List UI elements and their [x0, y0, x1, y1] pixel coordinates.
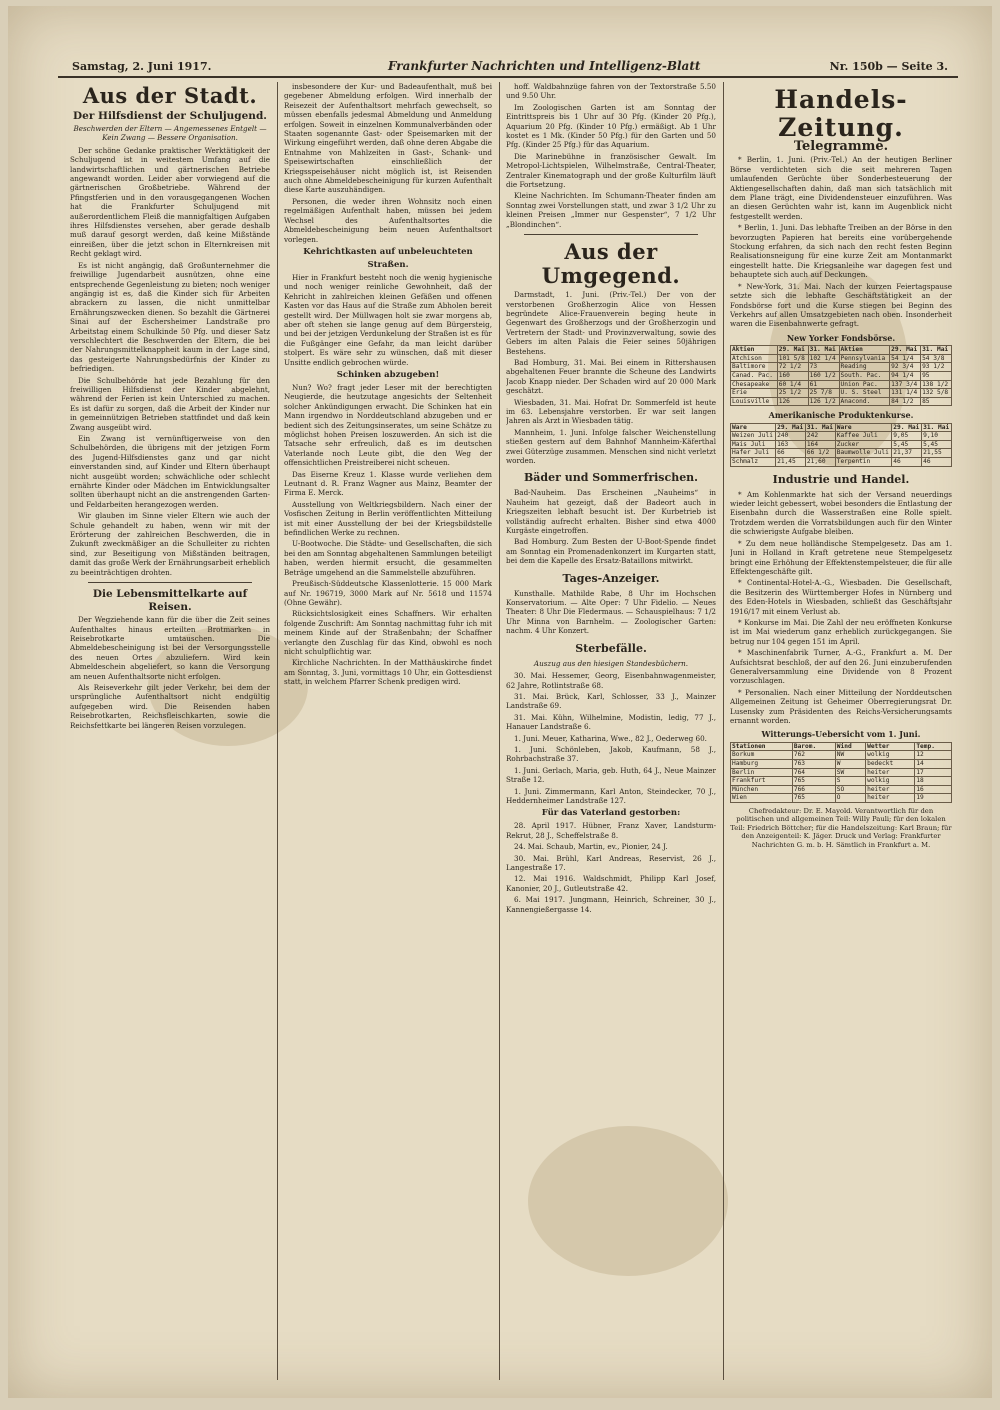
table-cell: Hamburg — [731, 760, 793, 769]
masthead — [58, 58, 958, 78]
table-cell: Mais Juli — [731, 440, 776, 449]
table-cell: 126 — [777, 397, 808, 406]
table-cell: Anacond. — [839, 397, 890, 406]
paragraph: * Konkurse im Mai. Die Zahl der neu eröffneten Konkurse ist im Mai wiederum ganz erheblich zurückgegangen. Sie betrug nur 104 gegen 151 im April. — [730, 617, 952, 646]
table-heading: New Yorker Fondsbörse. — [786, 332, 896, 343]
table-cell: 164 — [805, 440, 835, 449]
death-entry: 31. Mai. Brück, Karl, Schlosser, 33 J., Mainzer Landstraße 69. — [506, 691, 716, 711]
table-header: Ware — [731, 423, 776, 432]
table-cell: 9,05 — [892, 432, 922, 441]
table-cell: Zucker — [835, 440, 892, 449]
paragraph: * New-York, 31. Mai. Nach der kurzen Feiertagspause setzte sich die lebhafte Geschäftstätigkeit an der Fondsbörse fort und die Kurse stiegen bei Beginn des Verkehrs auf allen Umsatzgebieten nach oben. Insonderheit waren die Eisenbahnwerte gefragt. — [730, 281, 952, 329]
table-cell: 160 1/2 — [808, 371, 839, 380]
article-heading: Die Lebensmittelkarte auf Reisen. — [92, 588, 248, 614]
article-heading: Bäder und Sommerfrischen. — [523, 471, 699, 485]
table-row — [731, 440, 952, 449]
table-row — [731, 389, 952, 398]
table-row — [731, 449, 952, 458]
column-4 — [730, 82, 952, 1382]
table-cell: Union Pac. — [839, 380, 890, 389]
paragraph: Die Marinebühne in französischer Gewalt. Im Metropol-Lichtspielen, Wilhelmstraße, Central-Theater, Zentraler Kinematograph und der große Kulturfilm läuft die Fortsetzung. — [506, 151, 716, 190]
table-header: 29. Mai — [776, 423, 806, 432]
stock-table — [730, 345, 952, 406]
article-subline: Beschwerden der Eltern — Angemessenes Entgelt — Kein Zwang — Bessere Organisation. — [73, 124, 267, 143]
table-cell: 60 1/4 — [777, 380, 808, 389]
table-header: Barom. — [792, 742, 835, 751]
table-cell: 242 — [805, 432, 835, 441]
table-cell: heiter — [866, 785, 915, 794]
article-heading: Kehrichtkasten auf unbeleuchteten Straßen. — [303, 246, 473, 270]
table-cell: 102 1/4 — [808, 354, 839, 363]
paragraph: Rücksichtslosigkeit eines Schaffners. Wir erhalten folgende Zuschrift: Am Sonntag nachmittag fuhr ich mit meinem Kinde auf der Straßenbahn; der Schaffner verlangte den Zuschlag für das Kind, obwohl es noch nicht schulpflichtig war. — [284, 609, 492, 656]
paragraph: * Berlin, 1. Juni. (Priv.-Tel.) An der heutigen Berliner Börse verdichteten sich die seit mehreren Tagen umlaufenden Gerüchte über Sonderbesteuerung der Aktiengesellschaften dahin, daß man sich tatsächlich mit dem Plane trägt, eine Dividendensteuer einzuführen. Was an diesen Gerüchten wahr ist, kann im Augenblick nicht festgestellt werden. — [730, 155, 952, 221]
table-cell: 19 — [915, 794, 952, 803]
table-heading: Amerikanische Produktenkurse. — [768, 410, 914, 421]
table-cell: heiter — [866, 794, 915, 803]
section-heading: Aus der Umgegend. — [541, 239, 681, 289]
paragraph: * Maschinenfabrik Turner, A.-G., Frankfurt a. M. Der Aufsichtsrat beschloß, der auf den 26. Juni einzuberufenden Generalversammlung eine Dividende von 8 Prozent vorzuschlagen. — [730, 648, 952, 686]
table-cell: 764 — [792, 768, 835, 777]
table-cell: 21,45 — [776, 458, 806, 467]
table-cell: heiter — [866, 768, 915, 777]
paragraph: Der schöne Gedanke praktischer Werktätigkeit der Schuljugend ist in weitestem Umfang auf die landwirtschaftlichen und gärtnerischen Betriebe angewandt worden. Leider aber vorwiegend auf die gärtnerischen Großbetriebe. Während der Pfingstferien und in den vorausgegangenen Wochen hat die Frankfurter Schuljugend mit außerordentlichem Fleiß die mannigfaltigen Aufgaben ihres Hilfsdienstes versehen, aber gerade deshalb muß darauf gesorgt werden, daß keine Mißstände einreißen, über die jetzt schon in Elternkreisen mit Recht geklagt wird. — [70, 145, 270, 259]
table-cell: 21,55 — [922, 449, 952, 458]
table-cell: wolkig — [866, 777, 915, 786]
death-entry: 1. Juni. Zimmermann, Karl Anton, Steindecker, 70 J., Heddernheimer Landstraße 127. — [506, 786, 716, 805]
table-cell: Pennsylvania — [839, 354, 890, 363]
paragraph: U-Bootwoche. Die Städte- und Gesellschaften, die sich bei den am Sonntag abgehaltenen Sammlungen beteiligt haben, werden hiermit ersucht, die gesammelten Beträge umgehend an die Sammelstelle abzuführen. — [284, 539, 492, 577]
table-row — [731, 432, 952, 441]
table-cell: 21,37 — [892, 449, 922, 458]
table-header-row — [731, 346, 952, 355]
table-cell: 94 1/4 — [890, 371, 921, 380]
column-1 — [70, 82, 270, 1382]
table-row — [731, 371, 952, 380]
table-cell: München — [731, 785, 793, 794]
paragraph: Mannheim, 1. Juni. Infolge falscher Weichenstellung stießen gestern auf dem Bahnhof Mannheim-Käferthal zwei Güterzüge zusammen. Menschen sind nicht verletzt worden. — [506, 427, 716, 465]
column-rule — [723, 82, 724, 1380]
table-cell: 21,60 — [805, 458, 835, 467]
paragraph: * Continental-Hotel-A.-G., Wiesbaden. Die Gesellschaft, die Besitzerin des Württemberger Hofes in Nürnberg und des Eden-Hotels in Wiesbaden, schließt das Geschäftsjahr 1916/17 mit einem Verlust ab. — [730, 578, 952, 616]
paragraph: Kleine Nachrichten. Im Schumann-Theater finden am Sonntag zwei Vorstellungen statt, und zwar 3 1/2 Uhr zu kleinen Preisen „Immer nur Gespenster“, 7 1/2 Uhr „Blondinchen“. — [506, 191, 716, 229]
table-row — [731, 397, 952, 406]
table-cell: NW — [835, 751, 865, 760]
table-header: 31. Mai — [922, 423, 952, 432]
table-header: Aktien — [731, 346, 778, 355]
table-cell: 762 — [792, 751, 835, 760]
table-cell: 61 — [808, 380, 839, 389]
paragraph: Wir glauben im Sinne vieler Eltern wie auch der Schule gehandelt zu haben, wenn wir mit der Erörterung der zahlreichen Beschwerden, die in Zukunft zweckmäßiger an die Schulleiter zu richten sind, zur Beseitigung von Mißständen beitragen, damit das große Werk der Ernährungsarbeit erheblich zu beeinträchtigen drohten. — [70, 511, 270, 577]
table-cell: Atchison — [731, 354, 778, 363]
table-cell: Baumwolle Juli — [835, 449, 892, 458]
table-cell: 765 — [792, 777, 835, 786]
newspaper-title: Frankfurter Nachrichten und Intelligenz-Blatt — [388, 59, 701, 73]
table-header: Temp. — [915, 742, 952, 751]
article-heading: Telegramme. — [793, 139, 889, 154]
article-heading: Der Hilfsdienst der Schuljugend. — [73, 110, 267, 122]
newspaper-page — [8, 6, 992, 1398]
table-row — [731, 785, 952, 794]
paragraph: * Personalien. Nach einer Mitteilung der Norddeutschen Allgemeinen Zeitung ist Geheimer Oberregierungsrat Dr. Lusensky zum Präsidenten des Reichs-Versicherungsamts ernannt worden. — [730, 687, 952, 725]
paragraph: * Zu dem neue holländische Stempelgesetz. Das am 1. Juni in Holland in Kraft getretene neue Stempelgesetz bringt eine Erhöhung der Effektenstempelsteuer, die für alle Effektengeschäfte gilt. — [730, 538, 952, 576]
paragraph: Kunsthalle. Mathilde Rabe, 8 Uhr im Hochschen Konservatorium. — Alte Oper: 7 Uhr Fidelio. — Neues Theater: 8 Uhr Die Fledermaus. — Schauspielhaus: 7 1/2 Uhr Minna von Barnhelm. — Zoologischer Garten: nachm. 4 Uhr Konzert. — [506, 588, 716, 636]
table-cell: 46 — [922, 458, 952, 467]
table-cell: 5,45 — [922, 440, 952, 449]
article-heading: Tages-Anzeiger. — [562, 571, 660, 585]
death-entry: 1. Juni. Schönleben, Jakob, Kaufmann, 58 J., Rohrbachstraße 37. — [506, 744, 716, 764]
table-cell: O — [835, 794, 865, 803]
paragraph: Darmstadt, 1. Juni. (Priv.-Tel.) Der von der verstorbenen Großherzogin Alice von Hessen begründete Alice-Frauenverein beging heute in Gegenwart des Großherzogs und der Großherzogin und Vertretern der Stadt- und Provinzverwaltung, sowie des Gebers im alten Palais die Feier seines 50jährigen Bestehens. — [506, 290, 716, 356]
paragraph: Ein Zwang ist vernünftigerweise von den Schulbehörden, die übrigens mit der jetzigen Form des Jugend-Hilfsdienstes ganz und gar nicht einverstanden sind, auf Kinder und Eltern überhaupt nicht ausgeübt worden; schwächliche oder schlecht ernährte Kinder oder Mädchen im Entwicklungsalter sollten überhaupt nicht an die anstrengenden Garten- und Feldarbeiten herangezogen werden. — [70, 434, 270, 509]
table-cell: 131 1/4 — [890, 389, 921, 398]
table-cell: 84 1/2 — [890, 397, 921, 406]
article-heading: Schinken abzugeben! — [336, 369, 440, 380]
table-cell: S — [835, 777, 865, 786]
table-cell: Frankfurt — [731, 777, 793, 786]
register-intro: Auszug aus den hiesigen Standesbüchern. — [533, 658, 689, 668]
death-entry: 6. Mai 1917. Jungmann, Heinrich, Schreiner, 30 J., Kannengießergasse 14. — [506, 895, 716, 914]
table-cell: 766 — [792, 785, 835, 794]
table-heading: Witterungs-Uebersicht vom 1. Juni. — [761, 729, 921, 740]
paragraph: hoff. Waldbahnzüge fahren von der Textorstraße 5.50 und 9.50 Uhr. — [506, 82, 716, 101]
death-entry: 12. Mai 1916. Waldschmidt, Philipp Karl Josef, Kanonier, 20 J., Gutleutstraße 42. — [506, 874, 716, 893]
table-header: Wetter — [866, 742, 915, 751]
paragraph: Kirchliche Nachrichten. In der Matthäuskirche findet am Sonntag, 3. Juni, vormittags 10 Uhr, ein Gottesdienst statt, in welchem Pfarrer Schenk predigen wird. — [284, 658, 492, 687]
death-entry: 1. Juni. Meuer, Katharina, Wwe., 82 J., Oederweg 60. — [514, 733, 707, 743]
section-heading: Handels-Zeitung. — [774, 85, 908, 142]
table-cell: 93 1/2 — [921, 363, 952, 372]
table-cell: 73 — [808, 363, 839, 372]
table-cell: Canad. Pac. — [731, 371, 778, 380]
table-cell: 25 1/2 — [777, 389, 808, 398]
table-cell: Terpentin — [835, 458, 892, 467]
column-rule — [499, 82, 500, 1380]
table-cell: U. S. Steel — [839, 389, 890, 398]
paragraph: Hier in Frankfurt besteht noch die wenig hygienische und noch weniger reinliche Gewohnheit, daß der Kehricht in zahlreichen kleinen Gefäßen und offenen Kasten vor das Haus auf die Straße zum Abholen bereit gestellt wird. Der Müllwagen holt sie zwar morgens ab, aber oft stehen sie lange genug auf dem Bürgersteig, und bei der jetzigen Verdunkelung der Straßen ist es für die Fußgänger eine Gefahr, da man leicht darüber stolpert. Es wäre sehr zu wünschen, daß mit dieser Unsitte endlich gebrochen würde. — [284, 272, 492, 367]
table-cell: 101 5/8 — [777, 354, 808, 363]
death-entry: 24. Mai. Schaub, Martin, ev., Pionier, 24 J. — [514, 842, 668, 852]
weather-table — [730, 742, 952, 803]
table-cell: 66 1/2 — [805, 449, 835, 458]
paragraph: insbesondere der Kur- und Badeaufenthalt, muß bei gegebener Abmeldung erfolgen. Wird innerhalb der Reisezeit der Aufenthaltsort mehrfach gewechselt, so müssen ebenfalls jedesmal Abmeldung und Anmeldung erfolgen. Soweit in einzelnen Kommunalverbänden oder Staaten sogenannte Gast- oder Speisemarken mit der Wirkung eingeführt werden, daß ohne deren Abgabe die Entnahme von Mahlzeiten in Gast-, Schank- und Speisewirtschaften einschließlich der Kriegsspeisehäuser nicht möglich ist, ist Reisenden auch ohne Abmeldebescheinigung für kurzen Aufenthalt diese Karte auszuhändigen. — [284, 82, 492, 195]
table-cell: SW — [835, 768, 865, 777]
table-cell: 12 — [915, 751, 952, 760]
table-cell: Wien — [731, 794, 793, 803]
paragraph: Bad Homburg, 31. Mai. Bei einem in Rittershausen abgehaltenen Feuer brannte die Scheune des Landwirts Jacob Knapp nieder. Der Schaden wird auf 20 000 Mark geschätzt. — [506, 357, 716, 396]
table-header: Wind — [835, 742, 865, 751]
paragraph: Die Schulbehörde hat jede Bezahlung für den freiwilligen Hilfsdienst der Kinder abgelehnt, während der Ferien ist kein Unterschied zu machen. Es ist dafür zu sorgen, daß die Arbeit der Kinder nur in gemeinnützigen Betrieben stattfindet und daß kein Zwang ausgeübt wird. — [70, 375, 270, 432]
paragraph: Personen, die weder ihren Wohnsitz noch einen regelmäßigen Aufenthalt haben, müssen bei jedem Wechsel des Aufenthaltsortes die Abmeldebescheinigung beim neuen Aufenthaltsort vorlegen. — [284, 196, 492, 244]
paragraph: * Am Kohlenmarkte hat sich der Versand neuerdings wieder leicht gebessert, wobei besonders die Entlastung der Eisenbahn durch die Wasserstraßen eine Rolle spielt. Trotzdem werden die Vorratsbildungen auch für den Winter die schwierigste Aufgabe bleiben. — [730, 489, 952, 537]
table-cell: 132 5/8 — [921, 389, 952, 398]
table-cell: 240 — [776, 432, 806, 441]
paragraph: Nun? Wo? fragt jeder Leser mit der berechtigten Neugierde, die heutzutage angesichts der Seltenheit solcher Ankündigungen erwacht. Die Schinken hat ein Mann irgendwo in Norddeutschland abzugeben und er bedient sich des Zeitungsinserates, um seine Schätze zu möglichst hohen Preisen loszuwerden. An sich ist die Tatsache sehr erfreulich, daß es im deutschen Vaterlande noch Leute gibt, die den Weg der offensichtlichen Preistreiberei nicht scheuen. — [284, 382, 492, 468]
table-row — [731, 354, 952, 363]
table-row — [731, 760, 952, 769]
commodity-table — [730, 423, 952, 467]
paragraph: * Berlin, 1. Juni. Das lebhafte Treiben an der Börse in den bevorzugten Papieren hat bereits eine vorübergehende Stockung erfahren, da sich nach den recht festen Beginn Realisationsneigung für eine kurze Zeit am Montanmarkt eingestellt hatte. Die Kriegsanleihe war dagegen fest und behauptete sich auch auf Deckungen. — [730, 223, 952, 280]
issue-date: Samstag, 2. Juni 1917. — [72, 60, 212, 73]
table-cell: 16 — [915, 785, 952, 794]
death-entry: 30. Mai. Hessemer, Georg, Eisenbahnwagenmeister, 62 Jahre, Rotlintstraße 68. — [506, 671, 716, 690]
death-entry: 31. Mai. Kühn, Wilhelmine, Modistin, ledig, 77 J., Hanauer Landstraße 6. — [506, 712, 716, 732]
table-cell: Berlin — [731, 768, 793, 777]
table-cell: Baltimore — [731, 363, 778, 372]
table-cell: 765 — [792, 794, 835, 803]
paragraph: Bad-Nauheim. Das Erscheinen „Nauheims“ in Nauheim hat gezeigt, daß der Badeort auch in Kriegszeiten lebhaft besucht ist. Der Kurbetrieb ist vollständig aufrecht erhalten. Bisher sind etwa 4000 Kurgäste eingetroffen. — [506, 488, 716, 536]
table-cell: Hafer Juli — [731, 449, 776, 458]
table-header: Stationen — [731, 742, 793, 751]
table-row — [731, 794, 952, 803]
section-heading: Aus der Stadt. — [82, 83, 258, 108]
table-row — [731, 768, 952, 777]
table-cell: Erie — [731, 389, 778, 398]
table-row — [731, 380, 952, 389]
table-cell: 9,10 — [922, 432, 952, 441]
issue-number: Nr. 150b — Seite 3. — [829, 60, 948, 73]
article-heading: Sterbefälle. — [575, 641, 647, 655]
table-cell: 5,45 — [892, 440, 922, 449]
divider — [524, 234, 698, 235]
table-cell: 126 1/2 — [808, 397, 839, 406]
table-cell: bedeckt — [866, 760, 915, 769]
table-cell: Borkum — [731, 751, 793, 760]
table-header-row — [731, 423, 952, 432]
table-header: Aktien — [839, 346, 890, 355]
table-header: 31. Mai — [805, 423, 835, 432]
death-entry: 28. April 1917. Hübner, Franz Xaver, Landsturm-Rekrut, 28 J., Scheffelstraße 8. — [506, 821, 716, 840]
column-3 — [506, 82, 716, 1382]
table-cell: Louisville — [731, 397, 778, 406]
table-cell: 18 — [915, 777, 952, 786]
paragraph: Wiesbaden, 31. Mai. Hofrat Dr. Sommerfeld ist heute im 63. Lebensjahre verstorben. Er war seit langen Jahren als Arzt in Wiesbaden tätig. — [506, 397, 716, 426]
paragraph: Im Zoologischen Garten ist am Sonntag der Eintrittspreis bis 1 Uhr auf 30 Pfg. (Kinder 20 Pfg.), Aquarium 20 Pfg. (Kinder 10 Pfg.) ermäßigt. Ab 1 Uhr kostet es 1 Mk. (Kinder 50 Pfg.) für den Garten und 50 Pfg. (Kinder 25 Pfg.) für das Aquarium. — [506, 102, 716, 150]
table-cell: 85 — [921, 397, 952, 406]
table-cell: Chesapeake — [731, 380, 778, 389]
paragraph: Ausstellung von Weltkriegsbildern. Nach einer der Vosfischen Zeitung in Berlin veröffentlichten Mitteilung ist mit einer Ausstellung der bei der Kriegsbildstelle befindlichen Werke zu rechnen. — [284, 499, 492, 538]
table-cell: 763 — [792, 760, 835, 769]
table-header: 29. Mai — [892, 423, 922, 432]
paragraph: Preußisch-Süddeutsche Klassenlotterie. 15 000 Mark auf Nr. 196719, 3000 Mark auf Nr. 5618 und 11574 (Ohne Gewähr). — [284, 579, 492, 607]
column-rule — [277, 82, 278, 1380]
table-cell: Reading — [839, 363, 890, 372]
table-cell: Kaffee Juli — [835, 432, 892, 441]
table-cell: Weizen Juli — [731, 432, 776, 441]
column-2 — [284, 82, 492, 1382]
paragraph: Bad Homburg. Zum Besten der U-Boot-Spende findet am Sonntag ein Promenadenkonzert im Kurgarten statt, bei dem die Kapelle des Ersatz-Bataillons mitwirkt. — [506, 537, 716, 566]
table-header: Ware — [835, 423, 892, 432]
paragraph: Der Wegziehende kann für die über die Zeit seines Aufenthaltes hinaus erteilten Brotmarken in Reisebrotkarte umtauschen. Die Abmeldebescheinigung ist bei der Versorgungsstelle des neuen Ortes abzuliefern. Wird kein Abmeldeschein abgeliefert, so kann die Versorgung am neuen Aufenthaltsorte nicht erfolgen. — [70, 615, 270, 681]
paragraph: Als Reiseverkehr gilt jeder Verkehr, bei dem der ursprüngliche Aufenthaltsort nicht endgültig aufgegeben wird. Die Reisenden haben Reisebrotkarten, Reichsfleischkarten, sowie die Reichsfettkarte bei längeren Reisen vorzulegen. — [70, 682, 270, 730]
table-row — [731, 363, 952, 372]
article-heading: Für das Vaterland gestorben: — [541, 808, 681, 819]
table-cell: W — [835, 760, 865, 769]
paragraph: Das Eiserne Kreuz 1. Klasse wurde verliehen dem Leutnant d. R. Franz Wagner aus Mainz, Beamter der Firma E. Merck. — [284, 469, 492, 498]
divider — [88, 582, 252, 583]
paragraph: Es ist nicht angängig, daß Großunternehmer die freiwillige Jugendarbeit ausnützen, ohne eine entsprechende Gegenleistung zu bieten; noch weniger angängig ist es, daß die Kinder sich für Arbeiten abrackern zu lassen, die nicht unmittelbar Ernährungszwecken dienen. So bezahlt die Gärtnerei Sinai auf der Eschersheimer Landstraße pro Arbeitstag einem Schulkinde 50 Pfg. und dieser Satz verschlechtert die Beschwerden der Eltern, die bei der Nahrungsmittelknappheit kaum in der Lage sind, das gesteigerte Nahrungsbedürfnis der Kinder zu befriedigen. — [70, 260, 270, 374]
table-cell: 95 — [921, 371, 952, 380]
table-header: 29. Mai — [777, 346, 808, 355]
death-entry: 1. Juni. Gerlach, Maria, geb. Huth, 64 J., Neue Mainzer Straße 12. — [506, 765, 716, 785]
table-header: 31. Mai — [808, 346, 839, 355]
table-row — [731, 751, 952, 760]
table-row — [731, 777, 952, 786]
table-cell: SO — [835, 785, 865, 794]
table-cell: 137 3/4 — [890, 380, 921, 389]
death-entry: 30. Mai. Brühl, Karl Andreas, Reservist, 26 J., Langestraße 17. — [506, 853, 716, 872]
table-cell: 160 — [777, 371, 808, 380]
table-row — [731, 458, 952, 467]
table-cell: 72 1/2 — [777, 363, 808, 372]
table-header: 29. Mai — [890, 346, 921, 355]
table-cell: 92 3/4 — [890, 363, 921, 372]
table-cell: 66 — [776, 449, 806, 458]
table-cell: 138 1/2 — [921, 380, 952, 389]
table-cell: wolkig — [866, 751, 915, 760]
table-header: 31. Mai — [921, 346, 952, 355]
table-cell: 14 — [915, 760, 952, 769]
table-header-row — [731, 742, 952, 751]
article-heading: Industrie und Handel. — [772, 472, 910, 486]
table-cell: 46 — [892, 458, 922, 467]
table-cell: 163 — [776, 440, 806, 449]
table-cell: 54 1/4 — [890, 354, 921, 363]
imprint: Chefredakteur: Dr. E. Mayold. Verantwortlich für den politischen und allgemeinen Teil: Willy Pauli; für den lokalen Teil: Friedrich Böttcher; für die Handelszeitung: Karl Braun; für den Anzeigenteil: K. Jäger. Druck und Verlag: Frankfurter Nachrichten G. m. b. H. Sämtlich in Frankfurt a. M. — [730, 806, 952, 849]
table-cell: Schmalz — [731, 458, 776, 467]
table-cell: South. Pac. — [839, 371, 890, 380]
table-cell: 54 3/8 — [921, 354, 952, 363]
table-cell: 17 — [915, 768, 952, 777]
table-cell: 25 7/8 — [808, 389, 839, 398]
